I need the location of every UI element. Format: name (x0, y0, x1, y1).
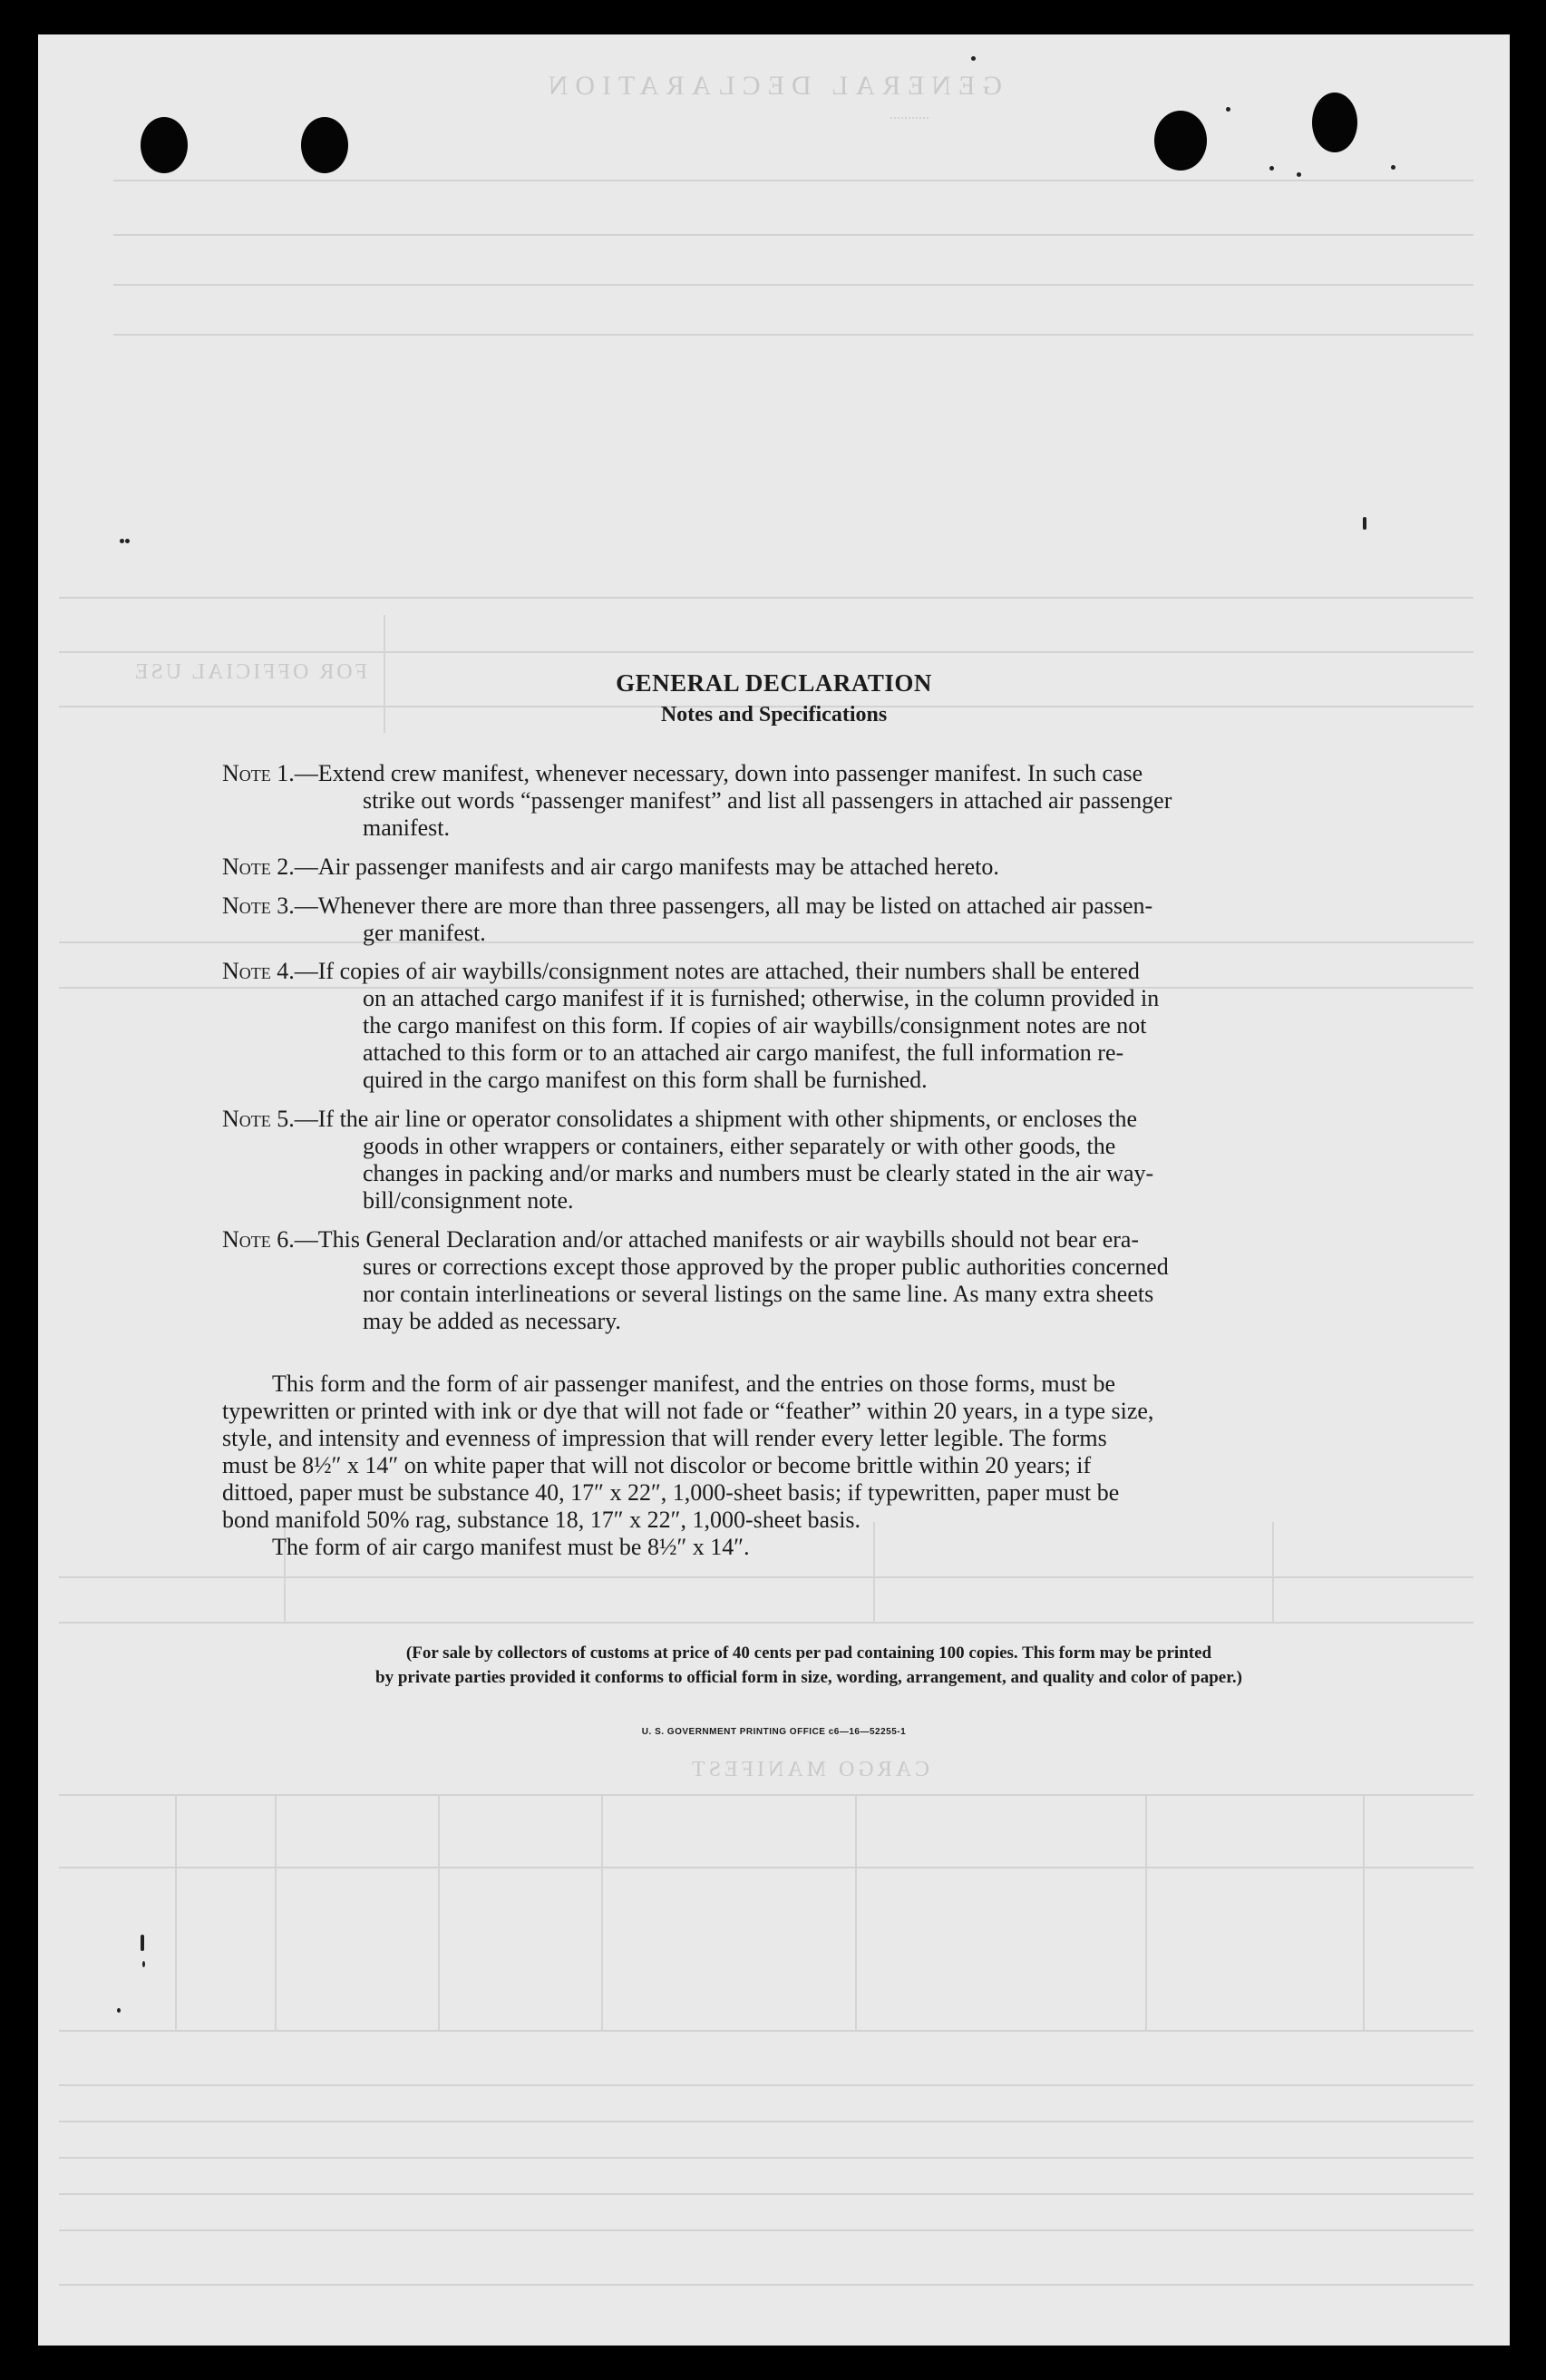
note-3 (222, 892, 1394, 920)
note-label: Note 2. (222, 853, 295, 880)
note-text: attached to this form or to an attached air cargo manifest, the full information re- (363, 1039, 1124, 1066)
note-text: manifest. (363, 814, 451, 841)
note-label: Note 6. (222, 1226, 295, 1253)
note-2 (222, 853, 1394, 881)
note-text: the cargo manifest on this form. If copies of air waybills/consignment notes are not (363, 1012, 1147, 1039)
note-label: Note 5. (222, 1106, 295, 1132)
note-6 (222, 1226, 1394, 1253)
note-text: —Air passenger manifests and air cargo manifests may be attached hereto. (294, 853, 999, 880)
document-page (38, 34, 1510, 2346)
note-label: Note 3. (222, 892, 295, 919)
note-text: —Extend crew manifest, whenever necessary, down into passenger manifest. In such case (294, 760, 1143, 786)
note-text: nor contain interlineations or several listings on the same line. As many extra sheets (363, 1281, 1154, 1307)
reverse-side-bleed-through: GENERAL DECLARATION ........... FOR OFFICIAL USE CARGO MANIFEST (38, 34, 1510, 2346)
note-text: quired in the cargo manifest on this form shall be furnished. (363, 1067, 928, 1093)
note-label: Note 1. (222, 760, 295, 786)
ghost-official-use: FOR OFFICIAL USE (131, 660, 367, 684)
note-text: —This General Declaration and/or attached manifests or air waybills should not bear era- (294, 1226, 1140, 1253)
page-subtitle: Notes and Specifications (660, 703, 888, 727)
printer-imprint: U. S. GOVERNMENT PRINTING OFFICE c6—16—52255-1 (641, 1727, 907, 1737)
note-text: goods in other wrappers or containers, either separately or with other goods, the (363, 1133, 1116, 1159)
ghost-title: GENERAL DECLARATION (540, 71, 1002, 101)
paragraph-line: This form and the form of air passenger manifest, and the entries on those forms, must be (272, 1370, 1115, 1397)
paragraph-line: style, and intensity and evenness of impression that will render every letter legible. The forms (222, 1425, 1107, 1451)
sale-notice-line: (For sale by collectors of customs at price of 40 cents per pad containing 100 copies. This form may be printed (405, 1644, 1212, 1663)
note-text: sures or corrections except those approved by the proper public authorities concerned (363, 1253, 1169, 1280)
note-text: ger manifest. (363, 920, 486, 946)
ghost-cargo-manifest: CARGO MANIFEST (687, 1758, 929, 1781)
note-text: bill/consignment note. (363, 1187, 574, 1214)
sale-notice-line: by private parties provided it conforms to official form in size, wording, arrangement, and quality and color of paper.) (375, 1668, 1242, 1687)
note-label: Note 4. (222, 958, 295, 984)
note-text: changes in packing and/or marks and numbers must be clearly stated in the air way- (363, 1160, 1154, 1186)
note-text: —If the air line or operator consolidates a shipment with other shipments, or encloses the (294, 1106, 1138, 1132)
note-text: may be added as necessary. (363, 1308, 621, 1334)
note-text: —If copies of air waybills/consignment notes are attached, their numbers shall be entered (294, 958, 1140, 984)
paragraph-line: bond manifold 50% rag, substance 18, 17″ x 22″, 1,000-sheet basis. (222, 1507, 861, 1533)
note-text: —Whenever there are more than three passengers, all may be listed on attached air passen- (294, 892, 1153, 919)
paragraph-line: dittoed, paper must be substance 40, 17″ x 22″, 1,000-sheet basis; if typewritten, paper must be (222, 1479, 1120, 1506)
note-1 (222, 760, 1394, 787)
paragraph-line: typewritten or printed with ink or dye that will not fade or “feather” within 20 years, in a type size, (222, 1398, 1154, 1424)
note-text: strike out words “passenger manifest” and list all passengers in attached air passenger (363, 787, 1172, 814)
note-4 (222, 958, 1394, 985)
paragraph-line: must be 8½″ x 14″ on white paper that will not discolor or become brittle within 20 years; if (222, 1452, 1092, 1478)
note-text: on an attached cargo manifest if it is furnished; otherwise, in the column provided in (363, 985, 1160, 1011)
note-5 (222, 1106, 1394, 1133)
declaration-notes (38, 34, 1510, 2346)
page-title: GENERAL DECLARATION (616, 669, 932, 697)
paragraph-last-line: The form of air cargo manifest must be 8½″ x 14″. (272, 1534, 750, 1560)
